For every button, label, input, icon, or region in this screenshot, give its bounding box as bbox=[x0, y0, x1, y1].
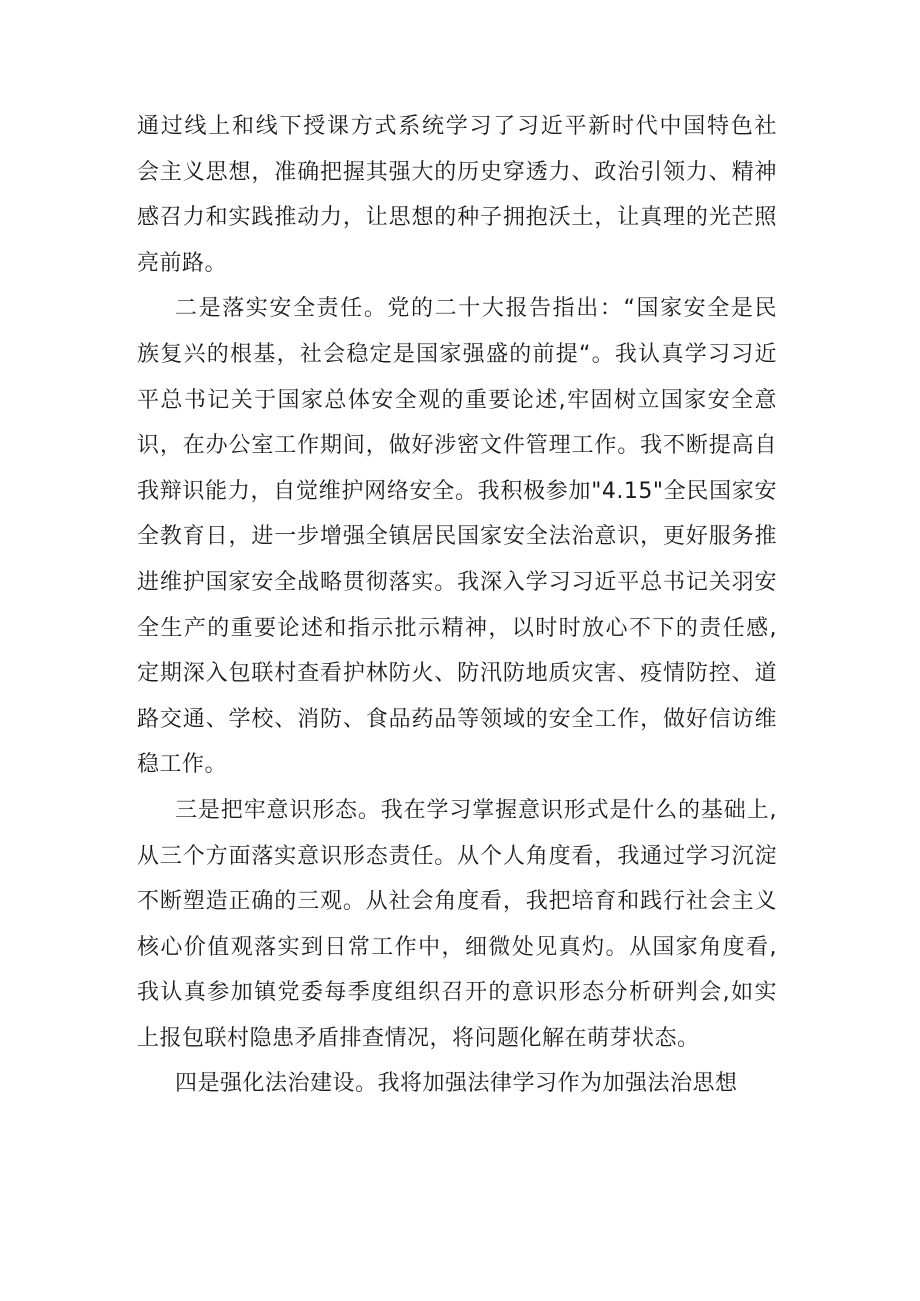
text-line: 我认真参加镇党委每季度组织召开的意识形态分析研判会,如实 bbox=[137, 980, 777, 1006]
paragraph-study bbox=[137, 104, 777, 286]
text-line: 我辩识能力，自觉维护网络安全。我积极参加"4.15"全民国家安 bbox=[137, 478, 777, 504]
text-line: 核心价值观落实到日常工作中，细微处见真灼。从国家角度看, bbox=[137, 934, 777, 960]
text-line: 识，在办公室工作期间，做好涉密文件管理工作。我不断提高自 bbox=[137, 433, 777, 459]
paragraph-ideology bbox=[137, 788, 777, 1062]
text-line: 全生产的重要论述和指示批示精神，以时时放心不下的责任感, bbox=[137, 615, 777, 641]
text-line: 二是落实安全责任。党的二十大报告指出：“国家安全是民 bbox=[175, 296, 777, 322]
text-line: 平总书记关于国家总体安全观的重要论述,牢固树立国家安全意 bbox=[137, 387, 777, 413]
text-line: 亮前路。 bbox=[137, 250, 228, 276]
text-line: 全教育日，进一步增强全镇居民国家安全法治意识，更好服务推 bbox=[137, 524, 777, 550]
paragraph-security-responsibility bbox=[137, 286, 777, 788]
text-line: 三是把牢意识形态。我在学习掌握意识形式是什么的基础上, bbox=[175, 797, 777, 823]
text-line: 路交通、学校、消防、食品药品等领域的安全工作，做好信访维 bbox=[137, 706, 777, 732]
text-line: 族复兴的根基，社会稳定是国家强盛的前提“。我认真学习习近 bbox=[137, 341, 777, 367]
text-line: 上报包联村隐患矛盾排查情况，将问题化解在萌芽状态。 bbox=[137, 1025, 700, 1051]
text-line: 四是强化法治建设。我将加强法律学习作为加强法治思想 bbox=[175, 1071, 738, 1097]
document-body bbox=[137, 104, 777, 1107]
text-line: 不断塑造正确的三观。从社会角度看，我把培育和践行社会主义 bbox=[137, 889, 777, 915]
text-line: 通过线上和线下授课方式系统学习了习近平新时代中国特色社 bbox=[137, 114, 777, 139]
paragraph-rule-of-law bbox=[137, 1061, 777, 1107]
text-line: 定期深入包联村查看护林防火、防汛防地质灾害、疫情防控、道 bbox=[137, 661, 777, 687]
text-line: 会主义思想，准确把握其强大的历史穿透力、政治引领力、精神 bbox=[137, 159, 777, 185]
text-line: 进维护国家安全战略贯彻落实。我深入学习习近平总书记关羽安 bbox=[137, 569, 777, 595]
text-line: 从三个方面落实意识形态责任。从个人角度看，我通过学习沉淀 bbox=[137, 843, 777, 869]
text-line: 感召力和实践推动力，让思想的种子拥抱沃土，让真理的光芒照 bbox=[137, 205, 777, 231]
text-line: 稳工作。 bbox=[137, 752, 228, 778]
